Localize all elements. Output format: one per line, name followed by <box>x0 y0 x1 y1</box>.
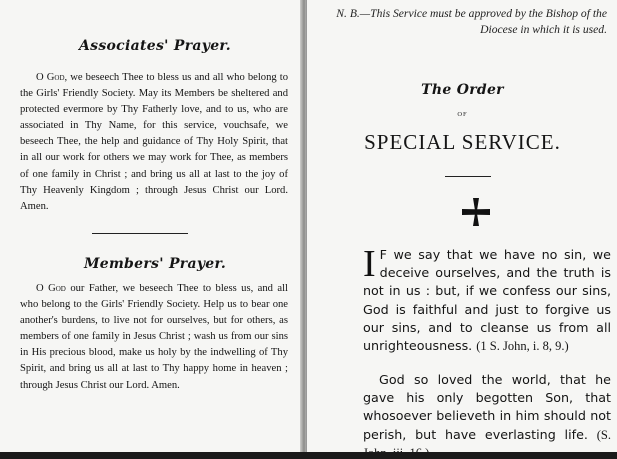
order-title: The Order <box>421 82 504 98</box>
scripture-reference-1: (1 S. John, i. 8, 9.) <box>476 339 569 354</box>
associates-prayer-title: Associates' Prayer. <box>79 38 231 54</box>
cross-pattee-icon <box>462 198 490 226</box>
right-page <box>306 0 617 459</box>
associates-prayer-opening: O God <box>36 72 65 83</box>
special-service-title: SPECIAL SERVICE. <box>364 130 561 154</box>
left-page <box>0 0 303 459</box>
members-prayer-opening: O God <box>36 283 66 294</box>
scripture-verse-2 <box>363 371 611 459</box>
scripture-verse-2-text: God so loved the world, that he gave his only begotten Son, that whosoever believeth in him should not perish, but have everlasting life. <box>363 372 611 442</box>
scripture-verse-1 <box>363 243 611 355</box>
approval-note: N. B.—This Service must be approved by the Bishop of the Diocese in which it is used. <box>336 7 607 36</box>
scripture-verse-1-text: F we say that we have no sin, we deceive ourselves, and the truth is not in us : but, if we confess our sins, God is faithful and just to forgive us our sins, and to cleanse us from all unrighteousness. <box>363 247 611 354</box>
of-label: OF <box>457 111 468 118</box>
associates-prayer-body: , we beseech Thee to bless us and all who belong to the Girls' Friendly Society. May its Members be sheltered and protected evermore by Thy Fatherly love, and to us, who are associated in Thy Name, for this service, vouchsafe, we beseech Thee, the help and guidance of Thy Holy Spirit, that in all our work for others we may work for Thee, as members of one family in Christ ; and bring us all at last to the joy of Thy Heavenly Kingdom ; through Jesus Christ our Lord. Amen. <box>20 72 288 212</box>
section-divider <box>92 233 188 234</box>
scripture-reference-2: (S. <box>596 427 611 442</box>
scan-edge <box>0 452 617 459</box>
drop-cap: I <box>363 243 376 285</box>
members-prayer-text <box>20 281 288 394</box>
members-prayer-title: Members' Prayer. <box>83 256 227 272</box>
title-divider <box>445 176 491 177</box>
members-prayer-body: our Father, we beseech Thee to bless us, and all who belong to the Girls' Friendly Society. Help us to bear one another's burdens, to live not for ourselves, but for others, as members of one family in Jesus Christ ; wash us from our sins in His precious blood, make us holy by the indwelling of Thy Spirit, and bring us all at last to Thy happy home in heaven ; through Jesus Christ our Lord. Amen. <box>20 283 289 391</box>
associates-prayer-text <box>20 70 288 215</box>
